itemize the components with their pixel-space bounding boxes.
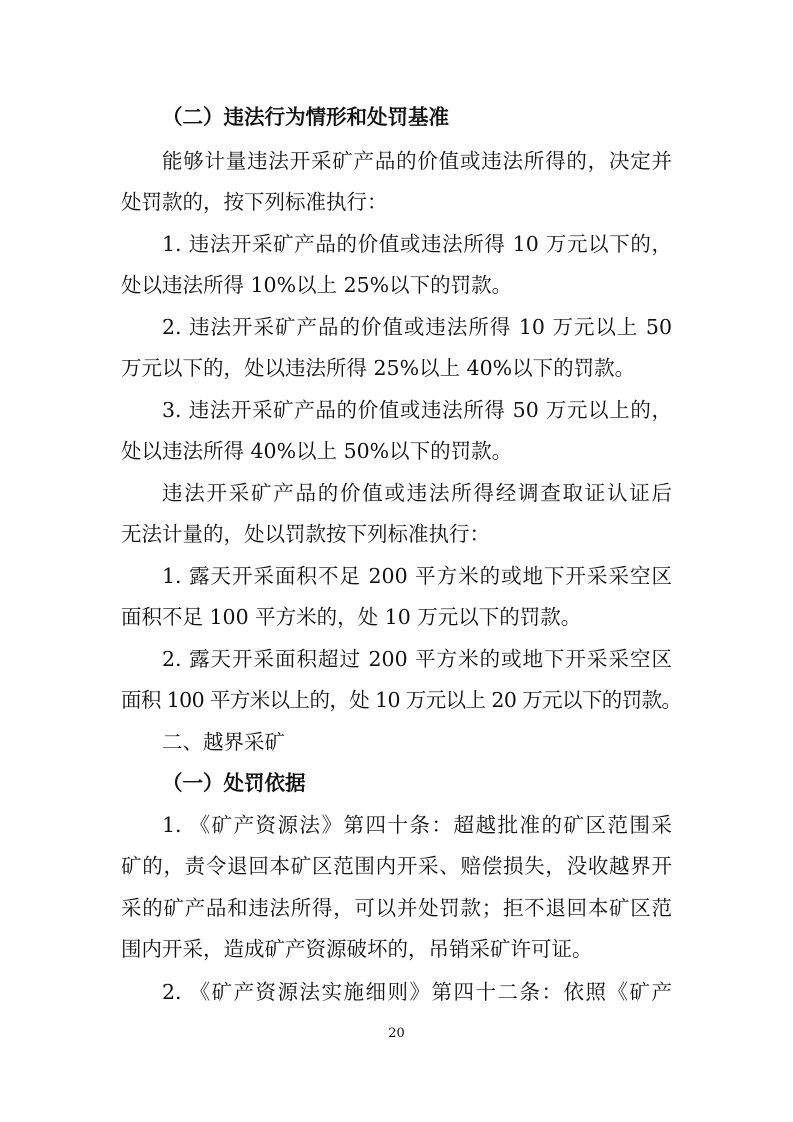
section-heading: 二、越界采矿 <box>162 730 285 754</box>
paragraph-line: 无法计量的，处以罚款按下列标准执行： <box>121 522 490 546</box>
list-item-line: 1. 违法开采矿产品的价值或违法所得 10 万元以下的， <box>162 232 672 256</box>
list-item-line: 3. 违法开采矿产品的价值或违法所得 50 万元以上的， <box>162 398 672 422</box>
list-item-line: 处以违法所得 10%以上 25%以下的罚款。 <box>121 273 513 297</box>
section-heading: （二）违法行为情形和处罚基准 <box>162 105 449 129</box>
list-item-line: 面积 100 平方米以上的，处 10 万元以上 20 万元以下的罚款。 <box>121 688 682 712</box>
paragraph-line: 处罚款的，按下列标准执行： <box>121 190 388 214</box>
list-item-line: 1. 《矿产资源法》第四十条：超越批准的矿区范围采 <box>162 813 672 837</box>
list-item-line: 围内开采，造成矿产资源破坏的，吊销采矿许可证。 <box>121 937 593 961</box>
list-item-line: 2. 《矿产资源法实施细则》第四十二条：依照《矿产 <box>162 980 672 1004</box>
paragraph-line: 违法开采矿产品的价值或违法所得经调查取证认证后 <box>162 481 672 505</box>
list-item-line: 万元以下的，处以违法所得 25%以上 40%以下的罚款。 <box>121 356 636 380</box>
list-item-line: 1. 露天开采面积不足 200 平方米的或地下开采采空区 <box>162 564 672 588</box>
page-number: 20 <box>388 1026 405 1041</box>
list-item-line: 面积不足 100 平方米的，处 10 万元以下的罚款。 <box>121 605 582 629</box>
list-item-line: 处以违法所得 40%以上 50%以下的罚款。 <box>121 439 513 463</box>
list-item-line: 2. 违法开采矿产品的价值或违法所得 10 万元以上 50 <box>162 315 672 339</box>
list-item-line: 采的矿产品和违法所得，可以并处罚款；拒不退回本矿区范 <box>121 896 672 920</box>
paragraph-line: 能够计量违法开采矿产品的价值或违法所得的，决定并 <box>162 149 672 173</box>
subsection-heading: （一）处罚依据 <box>162 771 306 795</box>
list-item-line: 矿的，责令退回本矿区范围内开采、赔偿损失，没收越界开 <box>121 854 672 878</box>
list-item-line: 2. 露天开采面积超过 200 平方米的或地下开采采空区 <box>162 647 672 671</box>
